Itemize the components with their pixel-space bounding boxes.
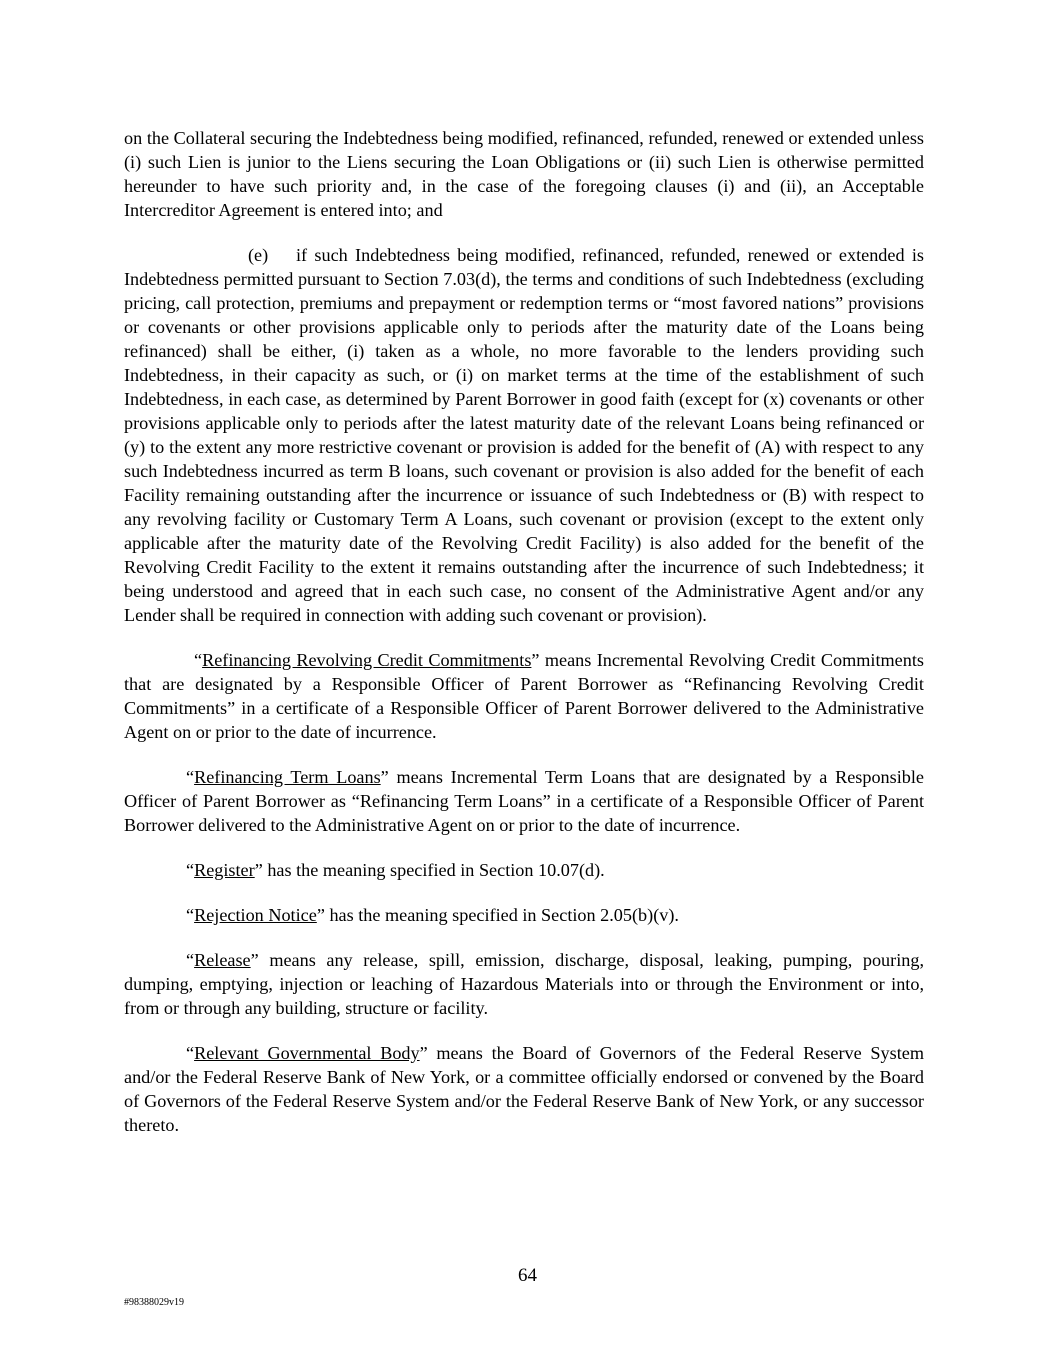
definition-refinancing-revolving-credit-commitments: “Refinancing Revolving Credit Commitments” means Incremental Revolving Credit Commitments that are designated by a Responsible Officer of Parent Borrower as “Refinancing Revolving Credit Commitments” in a certificate of a Responsible Officer of Parent Borrower delivered to the Administrative Agent on or prior to the date of incurrence.: [124, 650, 924, 742]
defined-term: Refinancing Revolving Credit Commitments: [202, 650, 532, 670]
defined-term: Rejection Notice: [194, 905, 317, 925]
definition-text: means Incremental Revolving Credit Commitments that are designated by a Responsible Officer of Parent Borrower as “Refinancing Revolving Credit Commitments” in a certificate of a Responsible Officer of Parent Borrower delivered to the Administrative Agent on or prior to the date of incurrence.: [124, 650, 924, 742]
definition-text: means Incremental Term Loans that are designated by a Responsible Officer of Parent Borrower as “Refinancing Term Loans” in a certificate of a Responsible Officer of Parent Borrower delivered to the Administrative Agent on or prior to the date of incurrence.: [124, 767, 924, 835]
definition-text: means the Board of Governors of the Federal Reserve System and/or the Federal Reserve Bank of New York, or a committee officially endorsed or convened by the Board of Governors of the Federal Reserve System and/or the Federal Reserve Bank of New York, or any successor thereto.: [124, 1043, 924, 1135]
defined-term: Relevant Governmental Body: [194, 1043, 420, 1063]
definition-text: has the meaning specified in Section 2.05(b)(v).: [324, 905, 679, 925]
continuation-paragraph: on the Collateral securing the Indebtedness being modified, refinanced, refunded, renewed or extended unless (i) such Lien is junior to the Liens securing the Loan Obligations or (ii) such Lien is otherwise permitted hereunder to have such priority and, in the case of the foregoing clauses (i) and (ii), an Acceptable Intercreditor Agreement is entered into; and: [124, 128, 924, 220]
defined-term: Release: [194, 950, 251, 970]
clause-e-paragraph: [124, 243, 924, 627]
clause-e-text: if such Indebtedness being modified, refinanced, refunded, renewed or extended is Indebtedness permitted pursuant to Section 7.03(d), the terms and conditions of such Indebtedness (excluding pricing, call protection, premiums and prepayment or redemption terms or “most favored nations” provisions or covenants or other provisions applicable only to periods after the maturity date of the Loans being refinanced) shall be either, (i) taken as a whole, no more favorable to the lenders providing such Indebtedness, in their capacity as such, or (i) on market terms at the time of the establishment of such Indebtedness, in each case, as determined by Parent Borrower in good faith (except for (x) covenants or other provisions applicable only to periods after the latest maturity date of the relevant Loans being refinanced or (y) to the extent any more restrictive covenant or provision is added for the benefit of (A) with respect to any such Indebtedness incurred as term B loans, such covenant or provision is also added for the benefit of each Facility remaining outstanding after the incurrence or issuance of such Indebtedness or (B) with respect to any revolving facility or Customary Term A Loans, such covenant or provision (except to the extent only applicable after the maturity date of the Revolving Credit Facility) is also added for the benefit of the Revolving Credit Facility to the extent it remains outstanding after the incurrence of such Indebtedness; it being understood and agreed that in each such case, no consent of the Administrative Agent and/or any Lender shall be required in connection with adding such covenant or provision).: [124, 245, 924, 625]
definition-rejection-notice: “Rejection Notice” has the meaning specified in Section 2.05(b)(v).: [186, 905, 679, 925]
definition-text: means any release, spill, emission, discharge, disposal, leaking, pumping, pouring, dumping, emptying, injection or leaching of Hazardous Materials into or through the Environment or into, from or through any building, structure or facility.: [124, 950, 924, 1018]
definition-refinancing-term-loans: “Refinancing Term Loans” means Incremental Term Loans that are designated by a Responsible Officer of Parent Borrower as “Refinancing Term Loans” in a certificate of a Responsible Officer of Parent Borrower delivered to the Administrative Agent on or prior to the date of incurrence.: [124, 767, 924, 835]
page-number: 64: [518, 1265, 537, 1286]
definition-relevant-governmental-body: “Relevant Governmental Body” means the Board of Governors of the Federal Reserve System and/or the Federal Reserve Bank of New York, or a committee officially endorsed or convened by the Board of Governors of the Federal Reserve System and/or the Federal Reserve Bank of New York, or any successor thereto.: [124, 1043, 924, 1135]
definition-release: “Release” means any release, spill, emission, discharge, disposal, leaking, pumping, pouring, dumping, emptying, injection or leaching of Hazardous Materials into or through the Environment or into, from or through any building, structure or facility.: [124, 950, 924, 1018]
document-body: [124, 126, 924, 1158]
definition-register: “Register” has the meaning specified in Section 10.07(d).: [186, 860, 605, 880]
document-id: #98388029v19: [124, 1297, 184, 1308]
definition-text: has the meaning specified in Section 10.07(d).: [262, 860, 605, 880]
defined-term: Refinancing Term Loans: [194, 767, 381, 787]
clause-e-label: (e): [248, 245, 269, 265]
defined-term: Register: [194, 860, 255, 880]
